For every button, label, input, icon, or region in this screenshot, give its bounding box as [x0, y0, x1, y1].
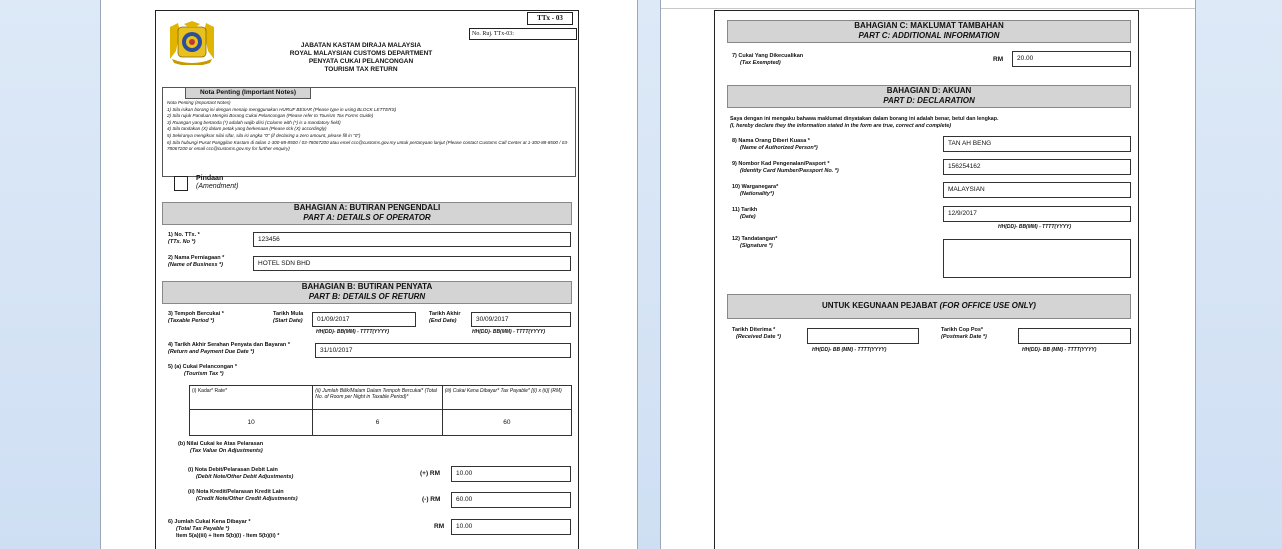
total-currency: RM: [434, 523, 445, 530]
postmark-date-label: Tarikh Cop Pos* (Postmark Date *): [941, 327, 987, 340]
signature-label: 12) Tandatangan* (Signature *): [732, 236, 778, 249]
header-line-2: ROYAL MALAYSIAN CUSTOMS DEPARTMENT: [289, 50, 433, 57]
authorized-person-label: 8) Nama Orang Diberi Kuasa * (Name of Authorized Person*): [732, 138, 818, 151]
header-line-3: PENYATA CUKAI PELANCONGAN: [308, 58, 414, 65]
reference-number-field[interactable]: No. Ruj. TTx-03:: [469, 28, 577, 40]
date-label: 11) Tarikh (Date): [732, 207, 758, 220]
authorized-person-field[interactable]: TAN AH BENG: [943, 136, 1131, 152]
credit-note-field[interactable]: 60.00: [451, 492, 571, 508]
nationality-field[interactable]: MALAYSIAN: [943, 182, 1131, 198]
part-b-title-en: PART B: DETAILS OF RETURN: [308, 292, 426, 301]
part-d-title: BAHAGIAN D: AKUAN: [886, 86, 972, 95]
part-d-header: [727, 85, 1131, 108]
received-date-field[interactable]: [807, 328, 919, 344]
tax-exempted-field[interactable]: 20.00: [1012, 51, 1131, 67]
part-c-title: BAHAGIAN C: MAKLUMAT TAMBAHAN: [854, 21, 1004, 30]
credit-currency: (-) RM: [422, 496, 441, 503]
end-date-format: HH(DD)- BB(MM) - TTTT(YYYY): [472, 329, 546, 335]
note-line: 3) Ruangan yang bertanda (*) adalah wajib diisi (Column with (*) is a mandatory field): [167, 119, 341, 125]
date-field[interactable]: 12/9/2017: [943, 206, 1131, 222]
debit-note-field[interactable]: 10.00: [451, 466, 571, 482]
part-d-title-en: PART D: DECLARATION: [883, 96, 975, 105]
office-use-header: [727, 294, 1131, 319]
tax-exempted-label: 7) Cukai Yang Dikecualikan (Tax Exempted): [732, 53, 804, 66]
business-name-label: 2) Nama Perniagaan * (Name of Business *): [168, 255, 225, 268]
part-a-title: BAHAGIAN A: BUTIRAN PENGENDALI: [293, 203, 441, 212]
total-tax-label: 6) Jumlah Cukai Kena Dibayar * (Total Tax Payable *) Item 5(a)(iii) + Item 5(b)(i) - Item 5(b)(ii) *: [168, 519, 280, 539]
note-line: 4) Sila tandakan (X) dalam petak yang berkenaan (Please tick (X) accordingly): [167, 126, 327, 132]
office-use-title-en: (FOR OFFICE USE ONLY): [939, 301, 1036, 310]
tax-payable-value[interactable]: 60: [442, 410, 571, 436]
office-use-title: UNTUK KEGUNAAN PEJABAT: [822, 301, 938, 310]
adjustments-label: (b) Nilai Cukai ke Atas Pelarasan (Tax Value On Adjustments): [178, 441, 264, 454]
tourism-tax-label: 5) (a) Cukai Pelancongan * (Tourism Tax *): [168, 364, 238, 377]
customs-crest-logo: [166, 21, 218, 65]
note-line: 2) Sila rujuk Panduan Mengisi Borang Cukai Pelancongan (Please refer to Tourism Tax Forms Guide): [167, 113, 374, 119]
note-line: 6) Sila hubungi Pusat Panggilan Kastam di talian 1-300-88-8500 / 03-78067200 atau emel ccc@customs.gov.my untuk pertanyaan lanjut (Please contact Customs Call Center at 1-300-88-8500 / 03-78067200 or email ccc@customs.gov.my for further enquiry): [167, 139, 569, 152]
part-c-title-en: PART C: ADDITIONAL INFORMATION: [858, 31, 1000, 40]
ic-passport-field[interactable]: 156254162: [943, 159, 1131, 175]
page-top-margin: [661, 8, 1195, 9]
exempted-currency: RM: [993, 56, 1004, 63]
tourism-tax-table: [189, 385, 572, 436]
debit-currency: (+) RM: [420, 470, 441, 477]
part-c-header: [727, 20, 1131, 43]
form-page-2: [660, 0, 1196, 549]
postmark-date-field[interactable]: [1018, 328, 1131, 344]
part-a-header: [162, 202, 572, 225]
part-b-header: [162, 281, 572, 304]
due-date-label: 4) Tarikh Akhir Serahan Penyata dan Bayaran * (Return and Payment Due Date *): [168, 342, 290, 355]
tt-number-field[interactable]: 123456: [253, 232, 571, 247]
start-date-format: HH(DD)- BB(MM) - TTTT(YYYY): [316, 329, 390, 335]
page-2-frame: [714, 10, 1139, 549]
tax-table-header-payable: (iii) Cukai Kena Dibayar* Tax Payable* [(i) x (ii)] (RM): [442, 386, 571, 410]
page-1-frame: [155, 10, 579, 549]
date-format: HH(DD)- BB(MM) - TTTT(YYYY): [998, 224, 1072, 230]
taxable-period-label: 3) Tempoh Bercukai * (Taxable Period *): [168, 311, 224, 324]
part-b-title: BAHAGIAN B: BUTIRAN PENYATA: [301, 282, 433, 291]
signature-field[interactable]: [943, 239, 1131, 278]
note-line: Nota Penting (Important Notes): [167, 100, 231, 105]
credit-note-label: (ii) Nota Kredit/Pelarasan Kredit Lain (Credit Note/Other Credit Adjustments): [188, 489, 298, 502]
part-a-title-en: PART A: DETAILS OF OPERATOR: [303, 213, 431, 222]
form-page-1: [100, 0, 638, 549]
due-date-field[interactable]: 31/10/2017: [315, 343, 571, 358]
form-code: TTx - 03: [527, 12, 573, 25]
total-tax-field[interactable]: 10.00: [451, 519, 571, 535]
important-notes-box: [162, 87, 576, 177]
amendment-label: Pindaan: [196, 175, 224, 182]
amendment-label-en: (Amendment): [196, 183, 239, 190]
amendment-checkbox[interactable]: [174, 176, 188, 191]
received-date-label: Tarikh Diterima * (Received Date *): [732, 327, 781, 340]
business-name-field[interactable]: HOTEL SDN BHD: [253, 256, 571, 271]
notes-title: Nota Penting (Important Notes): [185, 87, 311, 99]
nationality-label: 10) Warganegara* (Nationality*): [732, 184, 779, 197]
debit-note-label: (i) Nota Debit/Pelarasan Debit Lain (Debit Note/Other Debit Adjustments): [188, 467, 294, 480]
tax-table-header-rate: (i) Kadar* Rate*: [190, 386, 313, 410]
header-line-1: JABATAN KASTAM DIRAJA MALAYSIA: [300, 42, 422, 49]
note-line: 5) Sekiranya mengikrar nilai sifar, sila isi angka "0" (if declaring a zero amount, please fill in "0"): [167, 132, 361, 138]
note-line: 1) Sila isikan borang ini dengan menaip menggunakan HURUF BESAR (Please type in using BLOCK LETTERS): [167, 106, 397, 112]
start-date-label: Tarikh Mula (Start Date): [273, 311, 304, 324]
start-date-field[interactable]: 01/09/2017: [312, 312, 416, 327]
postmark-date-format: HH(DD)- BB (MM) - TTTT(YYYY): [1022, 347, 1097, 353]
tax-table-header-rooms: (ii) Jumlah Bilik/Malam Dalam Tempoh Bercukai* (Total No. of Room per Night in Taxable Period)*: [313, 386, 442, 410]
tax-rate-value[interactable]: 10: [190, 410, 313, 436]
end-date-label: Tarikh Akhir (End Date): [429, 311, 461, 324]
declaration-text: Saya dengan ini mengaku bahawa maklumat dinyatakan dalam borang ini adalah benar, betul dan lengkap. (I, hereby declare they the information stated in the form are true, correct and complete): [730, 116, 999, 129]
ic-passport-label: 9) Nombor Kad Pengenalan/Pasport * (Identity Card Number/Passport No. *): [732, 161, 839, 174]
end-date-field[interactable]: 30/09/2017: [471, 312, 571, 327]
room-nights-value[interactable]: 6: [313, 410, 442, 436]
header-line-4: TOURISM TAX RETURN: [324, 66, 398, 73]
received-date-format: HH(DD)- BB (MM) - TTTT(YYYY): [812, 347, 887, 353]
tt-number-label: 1) No. TTx. * (TTx. No *): [168, 232, 200, 245]
